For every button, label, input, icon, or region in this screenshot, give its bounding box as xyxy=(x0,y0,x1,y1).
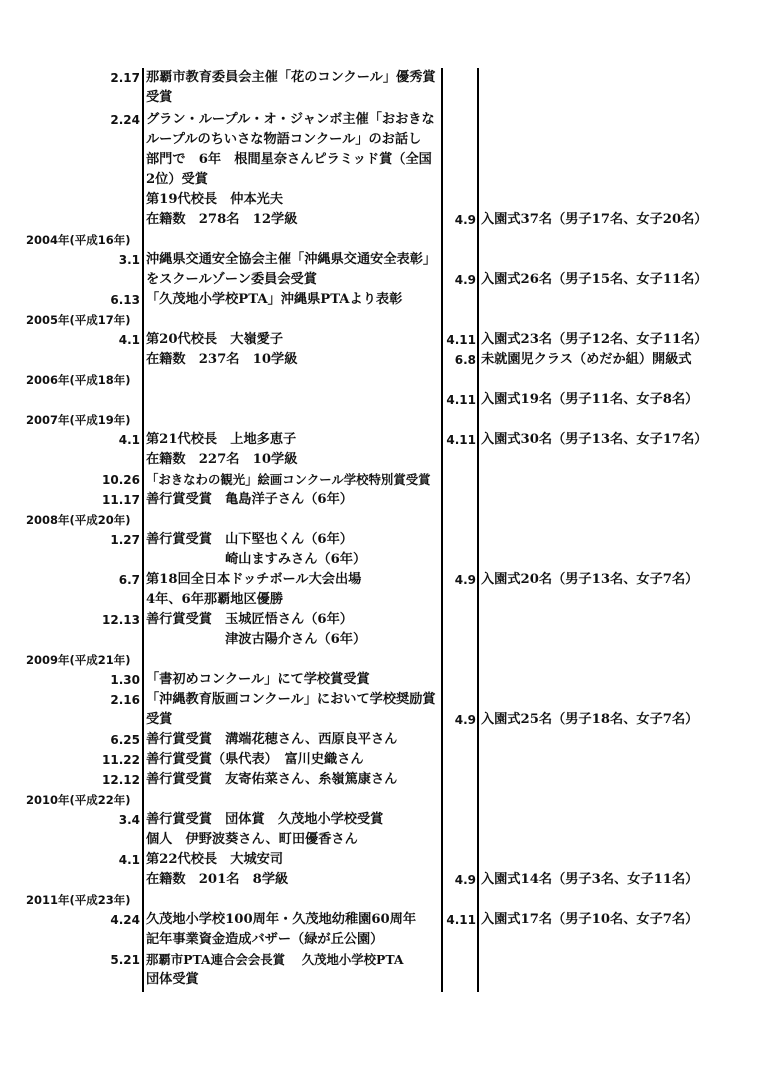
column-divider xyxy=(142,68,144,992)
year-header: 2011年(平成23年) xyxy=(26,893,131,907)
event-text: 在籍数 237名 10学級 xyxy=(146,352,298,367)
event-text: 善行賞受賞（県代表） 富川史織さん xyxy=(146,752,364,767)
event-date: 4.1 xyxy=(118,433,140,447)
event-text: 善行賞受賞 団体賞 久茂地小学校受賞 xyxy=(146,812,384,827)
year-header: 2010年(平成22年) xyxy=(26,793,131,807)
kindergarten-text: 入園式19名（男子11名、女子8名） xyxy=(481,392,699,407)
year-header: 2005年(平成17年) xyxy=(26,313,131,327)
event-text: 第18回全日本ドッチボール大会出場 xyxy=(146,572,362,587)
event-date: 12.12 xyxy=(102,773,140,787)
kindergarten-date: 4.11 xyxy=(446,433,476,447)
event-text: 善行賞受賞 亀島洋子さん（6年） xyxy=(146,492,353,507)
event-date: 4.24 xyxy=(110,913,140,927)
event-text: をスクールゾーン委員会受賞 xyxy=(146,272,317,287)
kindergarten-text: 未就園児クラス（めだか組）開級式 xyxy=(481,352,692,367)
kindergarten-text: 入園式30名（男子13名、女子17名） xyxy=(481,432,708,447)
kindergarten-text: 入園式25名（男子18名、女子7名） xyxy=(481,712,699,727)
event-date: 6.13 xyxy=(110,293,140,307)
event-text: 久茂地小学校100周年・久茂地幼稚園60周年 xyxy=(146,912,417,927)
event-text: 津波古陽介さん（6年） xyxy=(146,632,367,647)
event-date: 5.21 xyxy=(110,953,140,967)
kindergarten-date: 4.9 xyxy=(454,273,476,287)
event-text: 記年事業資金造成バザー（緑が丘公園） xyxy=(146,932,384,947)
event-text: 善行賞受賞 溝端花穂さん、西原良平さん xyxy=(146,732,398,747)
event-date: 11.22 xyxy=(102,753,140,767)
kindergarten-text: 入園式17名（男子10名、女子7名） xyxy=(481,912,699,927)
year-header: 2004年(平成16年) xyxy=(26,233,131,247)
event-date: 2.24 xyxy=(110,113,140,127)
kindergarten-date: 4.9 xyxy=(454,713,476,727)
event-date: 6.25 xyxy=(110,733,140,747)
kindergarten-date: 4.9 xyxy=(454,873,476,887)
kindergarten-date: 4.11 xyxy=(446,393,476,407)
event-text: 第21代校長 上地多恵子 xyxy=(146,432,297,447)
event-text: 受賞 xyxy=(146,712,173,727)
event-text: 在籍数 227名 10学級 xyxy=(146,452,298,467)
event-text: グラン・ループル・オ・ジャンボ主催「おおきな xyxy=(146,112,435,127)
year-header: 2008年(平成20年) xyxy=(26,513,131,527)
event-text: 第20代校長 大嶺愛子 xyxy=(146,332,284,347)
event-date: 11.17 xyxy=(102,493,140,507)
event-text: 4年、6年那覇地区優勝 xyxy=(146,592,284,607)
kindergarten-text: 入園式23名（男子12名、女子11名） xyxy=(481,332,708,347)
event-text: 部門で 6年 根間星奈さんピラミッド賞（全国 xyxy=(146,152,432,167)
event-text: 団体受賞 xyxy=(146,972,199,987)
event-date: 1.27 xyxy=(110,533,140,547)
kindergarten-text: 入園式14名（男子3名、女子11名） xyxy=(481,872,699,887)
event-date: 12.13 xyxy=(102,613,140,627)
event-date: 6.7 xyxy=(118,573,140,587)
event-text: 2位）受賞 xyxy=(146,172,208,187)
event-date: 2.17 xyxy=(110,71,140,85)
event-text: 「おきなわの観光」絵画コンクール学校特別賞受賞 xyxy=(146,472,431,487)
event-date: 2.16 xyxy=(110,693,140,707)
kindergarten-text: 入園式20名（男子13名、女子7名） xyxy=(481,572,699,587)
kindergarten-date: 4.11 xyxy=(446,913,476,927)
event-text: 善行賞受賞 玉城匠悟さん（6年） xyxy=(146,612,353,627)
event-date: 3.1 xyxy=(118,253,140,267)
event-text: 受賞 xyxy=(146,90,173,105)
event-text: 崎山ますみさん（6年） xyxy=(146,552,367,567)
event-text: 第19代校長 仲本光夫 xyxy=(146,192,284,207)
kindergarten-text: 入園式37名（男子17名、女子20名） xyxy=(481,212,708,227)
kindergarten-date: 4.9 xyxy=(454,573,476,587)
year-header: 2007年(平成19年) xyxy=(26,413,131,427)
event-text: 那覇市教育委員会主催「花のコンクール」優秀賞 xyxy=(146,70,436,85)
event-text: 「書初めコンクール」にて学校賞受賞 xyxy=(146,672,370,687)
event-text: 善行賞受賞 友寄佑菜さん、糸嶺篤康さん xyxy=(146,772,398,787)
event-text: 在籍数 201名 8学級 xyxy=(146,872,289,887)
event-date: 4.1 xyxy=(118,853,140,867)
kindergarten-date: 4.11 xyxy=(446,333,476,347)
event-date: 3.4 xyxy=(118,813,140,827)
kindergarten-date: 4.9 xyxy=(454,213,476,227)
column-divider xyxy=(477,68,479,992)
event-text: 在籍数 278名 12学級 xyxy=(146,212,298,227)
event-text: 那覇市PTA連合会会長賞 久茂地小学校PTA xyxy=(146,952,404,967)
event-text: 沖縄県交通安全協会主催「沖縄県交通安全表彰」 xyxy=(146,252,437,267)
year-header: 2009年(平成21年) xyxy=(26,653,131,667)
event-text: 第22代校長 大城安司 xyxy=(146,852,284,867)
event-text: ループルのちいさな物語コンクール」のお話し xyxy=(146,132,422,147)
event-text: 「久茂地小学校PTA」沖縄県PTAより表彰 xyxy=(146,292,403,307)
event-text: 善行賞受賞 山下堅也くん（6年） xyxy=(146,532,353,547)
event-date: 1.30 xyxy=(110,673,140,687)
kindergarten-date: 6.8 xyxy=(454,353,476,367)
event-date: 10.26 xyxy=(102,473,140,487)
column-divider xyxy=(441,68,443,992)
event-text: 「沖縄教育版画コンクール」において学校奨励賞 xyxy=(146,692,436,707)
event-text: 個人 伊野波葵さん、町田優香さん xyxy=(146,832,358,847)
kindergarten-text: 入園式26名（男子15名、女子11名） xyxy=(481,272,708,287)
year-header: 2006年(平成18年) xyxy=(26,373,131,387)
event-date: 4.1 xyxy=(118,333,140,347)
